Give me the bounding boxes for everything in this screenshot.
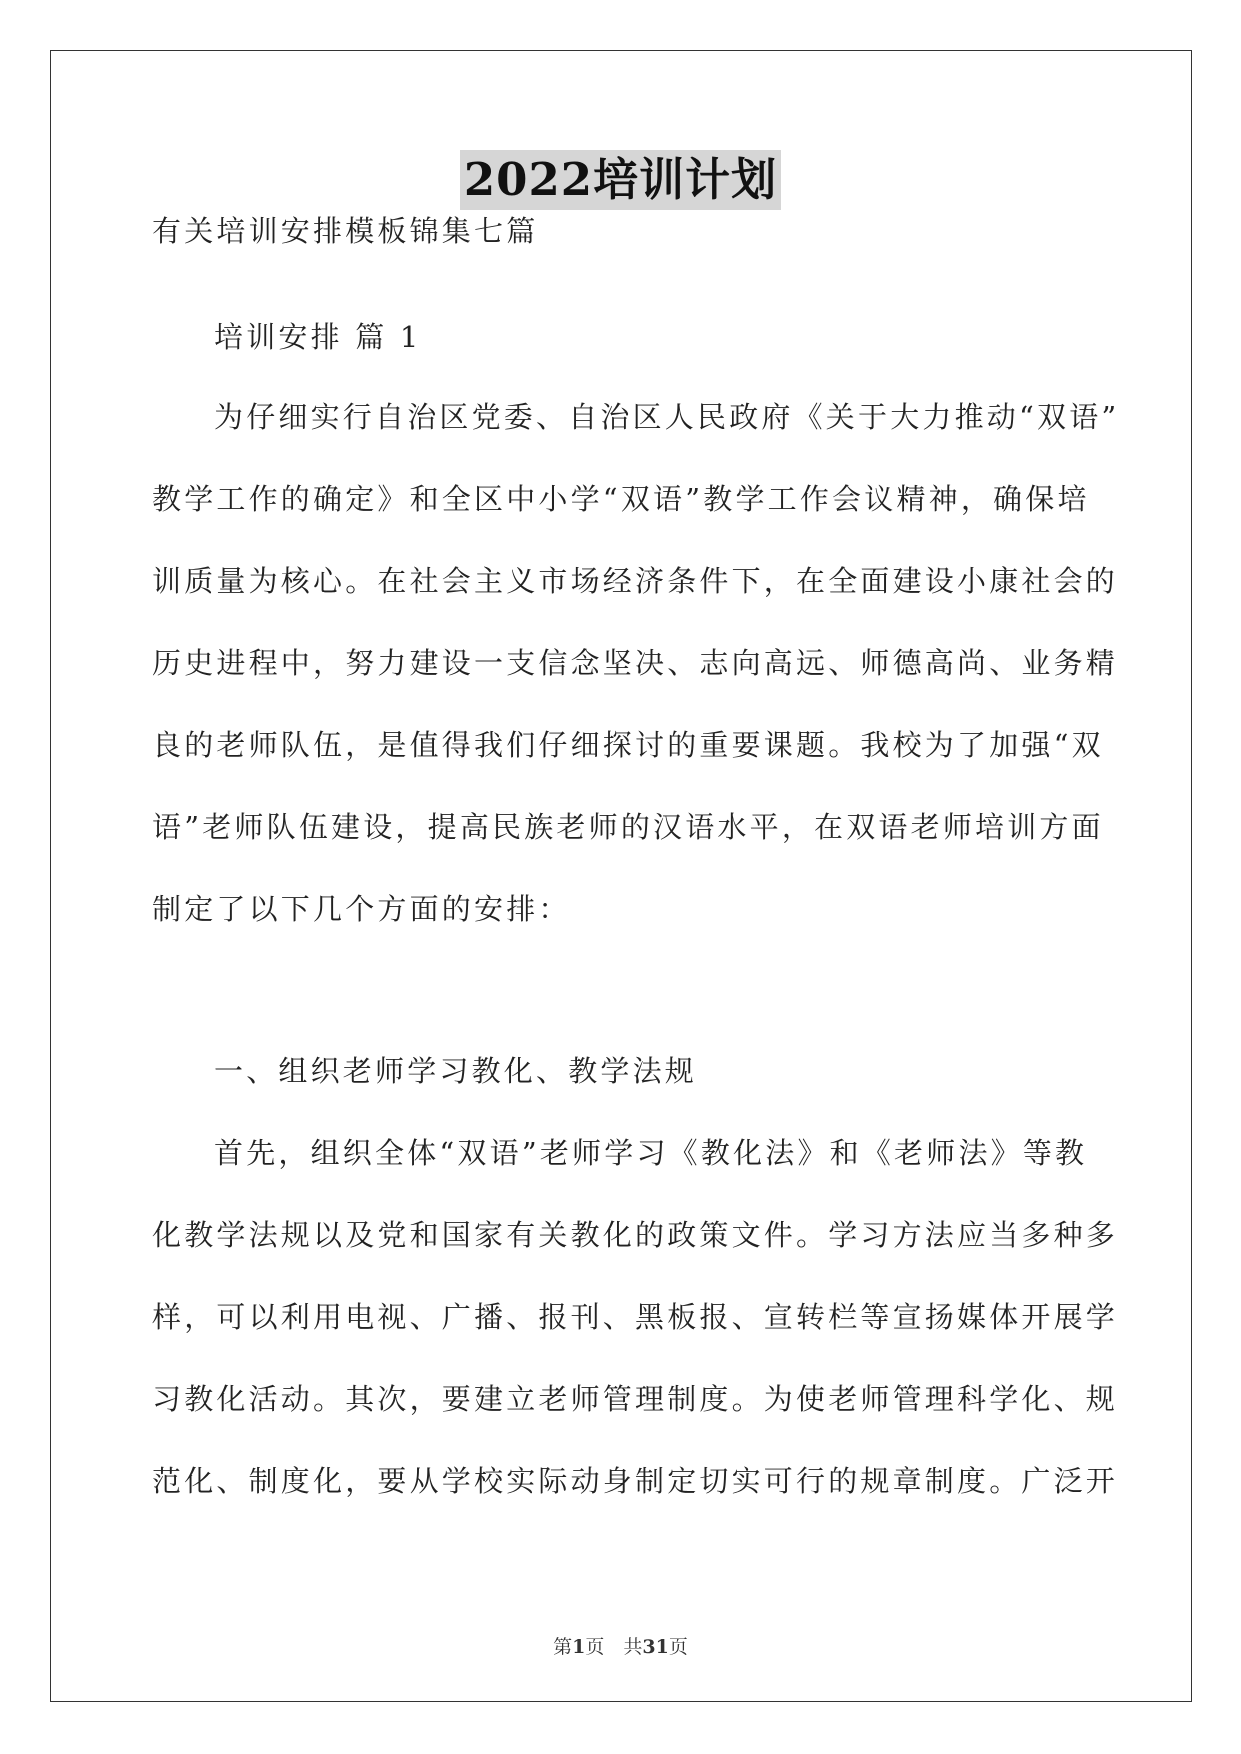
paragraph-line: 制定了以下几个方面的安排：	[152, 892, 571, 926]
page-total: 31	[642, 1636, 669, 1658]
paragraph-line: 范化、制度化，要从学校实际动身制定切实可行的规章制度。广泛开	[152, 1464, 1119, 1498]
paragraph-line: 教学工作的确定》和全区中小学“双语”教学工作会议精神，确保培	[152, 482, 1090, 516]
paragraph-line: 习教化活动。其次，要建立老师管理制度。为使老师管理科学化、规	[152, 1382, 1119, 1416]
paragraph-line: 化教学法规以及党和国家有关教化的政策文件。学习方法应当多种多	[152, 1218, 1119, 1252]
paragraph-1	[152, 376, 1120, 950]
item-1-heading: 一、组织老师学习教化、教学法规	[214, 1054, 698, 1088]
document-title: 2022培训计划	[460, 150, 781, 210]
item-1-heading-block	[152, 1030, 1097, 1112]
paragraph-line: 语”老师队伍建设，提高民族老师的汉语水平，在双语老师培训方面	[152, 810, 1104, 844]
section-heading-block	[152, 296, 1097, 378]
paragraph-line: 训质量为核心。在社会主义市场经济条件下，在全面建设小康社会的	[152, 564, 1119, 598]
subtitle-block	[152, 190, 1097, 272]
page-mid: 页 共	[585, 1636, 643, 1658]
page-suffix: 页	[668, 1636, 688, 1658]
paragraph-2	[152, 1112, 1119, 1522]
section-heading: 培训安排 篇 1	[214, 320, 422, 354]
page-prefix: 第	[553, 1636, 573, 1658]
paragraph-line: 样，可以利用电视、广播、报刊、黑板报、宣转栏等宣扬媒体开展学	[152, 1300, 1119, 1334]
paragraph-line: 历史进程中，努力建设一支信念坚决、志向高远、师德高尚、业务精	[152, 646, 1119, 680]
paragraph-line: 良的老师队伍，是值得我们仔细探讨的重要课题。我校为了加强“双	[152, 728, 1104, 762]
document-subtitle: 有关培训安排模板锦集七篇	[152, 214, 539, 248]
page-current: 1	[572, 1636, 586, 1658]
paragraph-line: 首先，组织全体“双语”老师学习《教化法》和《老师法》等教	[214, 1136, 1088, 1170]
paragraph-line: 为仔细实行自治区党委、自治区人民政府《关于大力推动“双语”	[214, 400, 1120, 434]
page-footer	[0, 1632, 1241, 1659]
